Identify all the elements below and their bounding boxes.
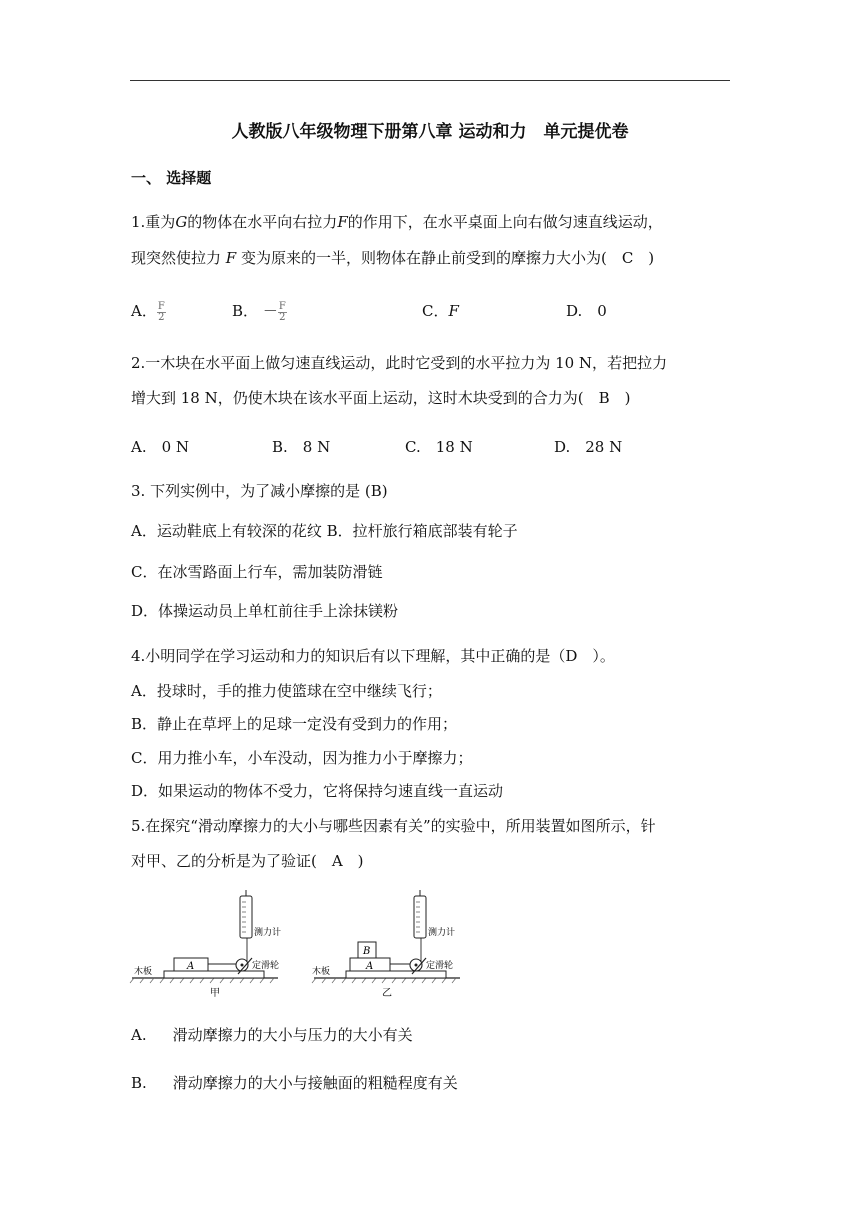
q2-option-c: C. 18 N xyxy=(405,438,473,456)
board-label: 木板 xyxy=(134,967,153,977)
q5-option-a: A. 滑动摩擦力的大小与压力的大小有关 xyxy=(131,1026,413,1044)
q1-option-d: D. 0 xyxy=(566,302,607,320)
pulley-label: 定滑轮 xyxy=(426,961,454,971)
q5-stem-line-1: 5.在探究“滑动摩擦力的大小与哪些因素有关”的实验中，所用装置如图所示，针 xyxy=(131,817,656,835)
header-rule xyxy=(130,80,730,81)
block-a-label: A xyxy=(187,961,195,972)
q1-stem-line-2: 现突然使拉力 F 变为原来的一半，则物体在静止前受到的摩擦力大小为( C ) xyxy=(131,249,655,267)
q2-stem-line-2: 增大到 18 N，仍使木块在该水平面上运动，这时木块受到的合力为( B ) xyxy=(131,389,631,407)
board-label: 木板 xyxy=(312,967,331,977)
q4-option-a: A．投球时，手的推力使篮球在空中继续飞行； xyxy=(131,682,442,700)
q1-option-b: B． － $\frac{F}{2}$ xyxy=(232,300,286,323)
q4-option-b: B．静止在草坪上的足球一定没有受到力的作用； xyxy=(131,715,458,733)
block-a-label: A xyxy=(366,961,374,972)
section-heading: 一、 选择题 xyxy=(131,169,212,187)
q2-option-d: D. 28 N xyxy=(554,438,623,456)
pulley-label: 定滑轮 xyxy=(252,961,280,971)
q1-stem-line-1: 1.重为G的物体在水平向右拉力F的作用下，在水平桌面上向右做匀速直线运动， xyxy=(131,213,663,231)
q4-stem: 4.小明同学在学习运动和力的知识后有以下理解，其中正确的是（D ）。 xyxy=(131,647,615,665)
q5-stem-line-2: 对甲、乙的分析是为了验证( A ) xyxy=(131,852,364,870)
q2-stem-line-1: 2.一木块在水平面上做匀速直线运动，此时它受到的水平拉力为 10 N，若把拉力 xyxy=(131,354,668,372)
block-b-label: B xyxy=(363,946,371,957)
meter-label: 测力计 xyxy=(254,928,282,938)
figure-jia xyxy=(130,890,281,999)
caption-jia: 甲 xyxy=(210,988,220,999)
q3-option-c: C．在冰雪路面上行车，需加装防滑链 xyxy=(131,563,383,581)
page-title: 人教版八年级物理下册第八章 运动和力 单元提优卷 xyxy=(231,122,629,142)
meter-label: 测力计 xyxy=(428,928,456,938)
q4-option-d: D．如果运动的物体不受力，它将保持匀速直线一直运动 xyxy=(131,782,504,800)
q1-option-a: A． $\frac{F}{2}$ xyxy=(131,300,165,323)
q2-option-b: B. 8 N xyxy=(272,438,331,456)
figure-yi xyxy=(312,890,460,999)
q1-option-c: C．F xyxy=(422,302,459,320)
q3-options-ab: A．运动鞋底上有较深的花纹 B．拉杆旅行箱底部装有轮子 xyxy=(131,522,518,540)
friction-experiment-figure xyxy=(128,888,488,1003)
q2-option-a: A. 0 N xyxy=(131,438,190,456)
caption-yi: 乙 xyxy=(382,988,392,999)
q3-stem: 3. 下列实例中，为了减小摩擦的是 (B) xyxy=(131,482,388,500)
q4-option-c: C．用力推小车，小车没动，因为推力小于摩擦力； xyxy=(131,749,473,767)
q5-option-b: B. 滑动摩擦力的大小与接触面的粗糙程度有关 xyxy=(131,1074,458,1092)
q3-option-d: D．体操运动员上单杠前往手上涂抹镁粉 xyxy=(131,602,399,620)
